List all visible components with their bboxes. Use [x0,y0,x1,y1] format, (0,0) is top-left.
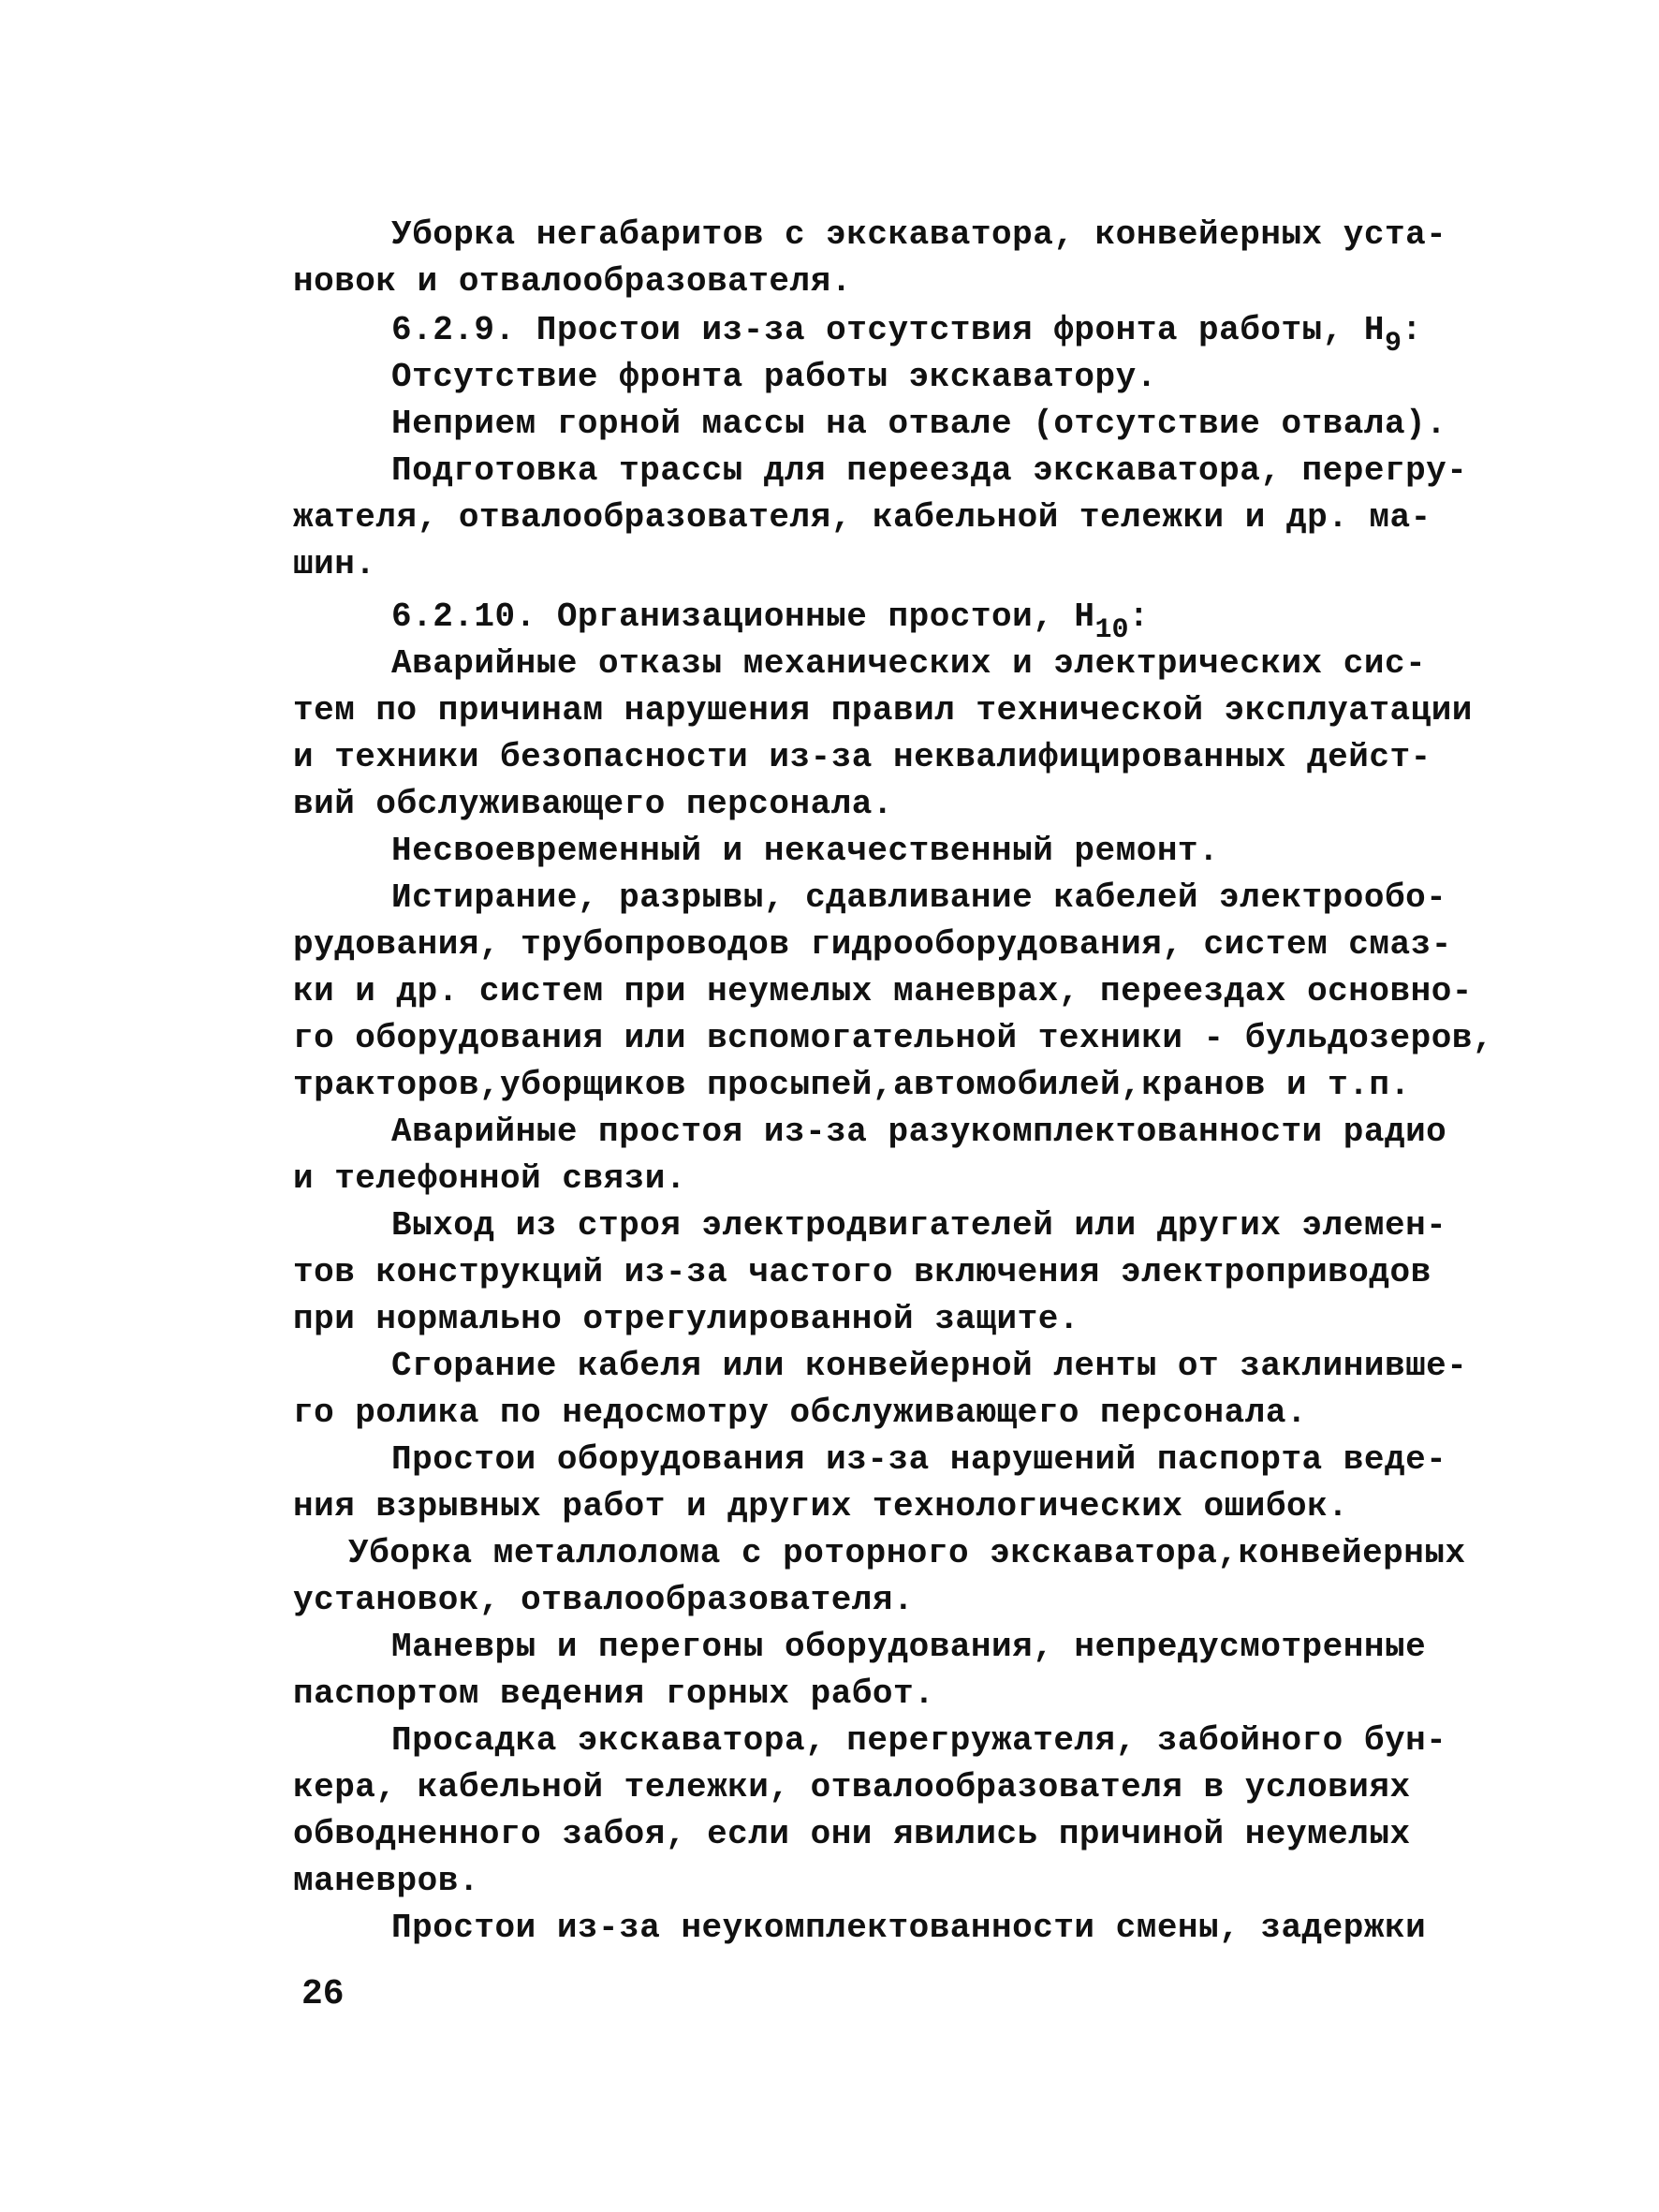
text-line: вий обслуживающего персонала. [293,785,894,823]
text-line: Отсутствие фронта работы экскаватору. [391,358,1157,396]
text-line: Сгорание кабеля или конвейерной ленты от заклинивше- [391,1347,1468,1385]
text-line: маневров. [293,1862,479,1900]
text-line: обводненного забоя, если они явились причиной неумелых [293,1815,1411,1853]
text-line: паспортом ведения горных работ. [293,1674,935,1713]
text-line: тем по причинам нарушения правил технической эксплуатации [293,691,1473,730]
text-line: ния взрывных работ и других технологических ошибок. [293,1487,1349,1526]
text-line: жателя, отвалообразователя, кабельной тележки и др. ма- [293,498,1431,537]
text-line: Аварийные отказы механических и электрических сис- [391,644,1427,683]
text-line: го ролика по недосмотру обслуживающего персонала. [293,1394,1308,1432]
text-line: Уборка негабаритов с экскаватора, конвейерных уста- [391,215,1447,254]
text-line: Простои из-за неукомплектованности смены, задержки [391,1909,1427,1947]
text-line: рудования, трубопроводов гидрооборудования, систем смаз- [293,925,1452,964]
text-line: Выход из строя электродвигателей или других элемен- [391,1206,1447,1245]
text-line: Подготовка трассы для переезда экскаватора, перегру- [391,451,1468,490]
heading-subscript: 9 [1384,328,1402,360]
heading-text: 6.2.9. Простои из-за отсутствия фронта работы, Н [391,311,1385,349]
text-line: го оборудования или вспомогательной техники - бульдозеров, [293,1019,1494,1057]
text-line: Истирание, разрывы, сдавливание кабелей электрообо- [391,878,1447,917]
text-line: кера, кабельной тележки, отвалообразователя в условиях [293,1768,1411,1806]
text-line: установок, отвалообразователя. [293,1581,915,1619]
text-line: шин. [293,545,376,583]
text-line: Просадка экскаватора, перегружателя, забойного бун- [391,1721,1447,1760]
heading-subscript: 10 [1094,614,1129,646]
text-line: Неприем горной массы на отвале (отсутствие отвала). [391,405,1447,443]
heading-suffix: : [1401,311,1423,349]
text-line: Уборка металлолома с роторного экскаватора,конвейерных [348,1534,1466,1572]
text-line: Маневры и перегоны оборудования, непредусмотренные [391,1628,1427,1666]
text-line: и телефонной связи. [293,1159,686,1198]
heading-suffix: : [1128,597,1150,636]
page-number: 26 [301,1974,345,2014]
text-line: Аварийные простоя из-за разукомплектованности радио [391,1113,1447,1151]
heading-text: 6.2.10. Организационные простои, Н [391,597,1095,636]
text-line: новок и отвалообразователя. [293,262,852,301]
text-line: Простои оборудования из-за нарушений паспорта веде- [391,1440,1447,1479]
text-line: при нормально отрегулированной защите. [293,1300,1079,1338]
text-line: тракторов,уборщиков просыпей,автомобилей,кранов и т.п. [293,1066,1411,1104]
text-line: тов конструкций из-за частого включения электроприводов [293,1253,1431,1291]
text-line: Несвоевременный и некачественный ремонт. [391,832,1220,870]
text-line: ки и др. систем при неумелых маневрах, переездах основно- [293,972,1473,1010]
text-line: и техники безопасности из-за неквалифицированных дейст- [293,738,1431,776]
